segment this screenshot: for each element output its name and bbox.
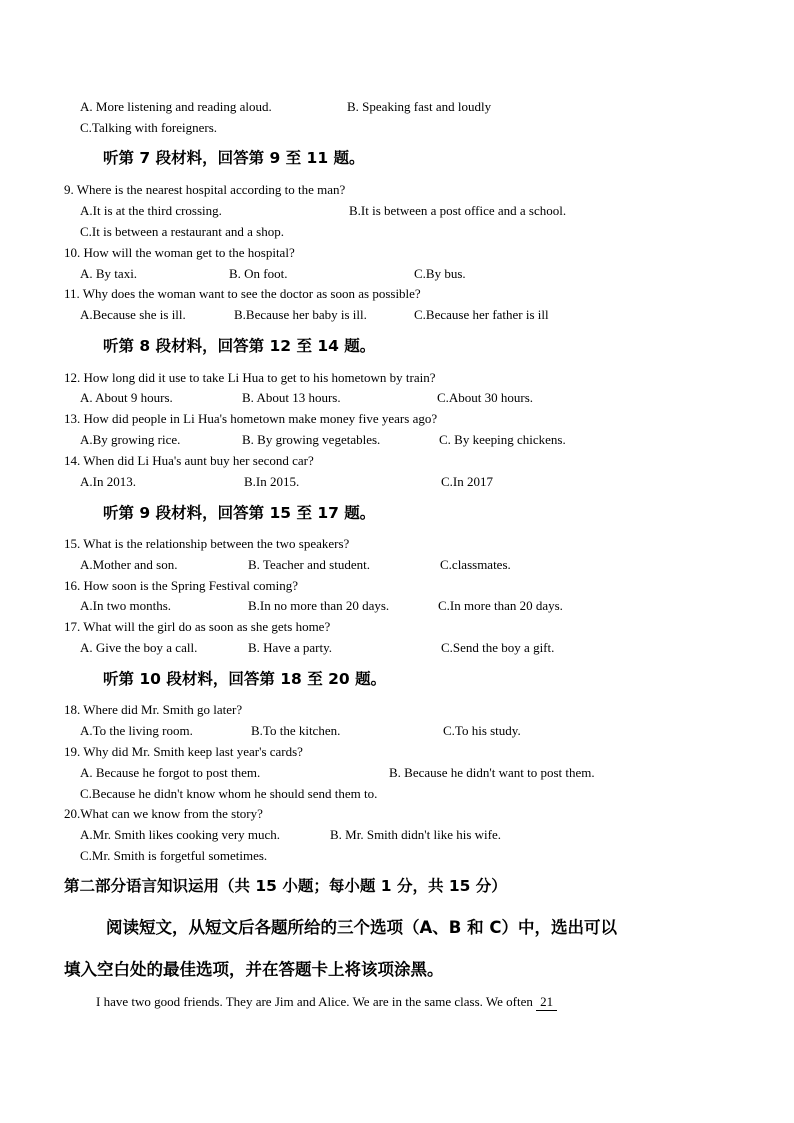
q10-option-c: C.By bus. (414, 266, 466, 281)
q16-option-b: B.In no more than 20 days. (248, 598, 390, 613)
q19-option-c: C.Because he didn't know whom he should send them to. (80, 786, 378, 801)
q11-option-c: C.Because her father is ill (414, 307, 549, 322)
q14-option-c: C.In 2017 (441, 474, 493, 489)
q9-option-a: A.It is at the third crossing. (80, 203, 222, 218)
q13-option-c: C. By keeping chickens. (439, 432, 566, 447)
q12-option-c: C.About 30 hours. (437, 390, 534, 405)
q19-option-a: A. Because he forgot to post them. (80, 765, 261, 780)
q8-option-a: A. More listening and reading aloud. (80, 99, 272, 114)
q16-question: 16. How soon is the Spring Festival coming? (64, 578, 298, 593)
q12-option-a: A. About 9 hours. (80, 390, 173, 405)
q18-option-b: B.To the kitchen. (251, 723, 341, 738)
q19-question: 19. Why did Mr. Smith keep last year's cards? (64, 744, 303, 759)
passage-line-1 (96, 994, 557, 1011)
q14-option-a: A.In 2013. (80, 474, 136, 489)
section-10-heading: 听第 10 段材料，回答第 18 至 20 题。 (103, 670, 387, 688)
q16-option-a: A.In two months. (80, 598, 171, 613)
q15-option-a: A.Mother and son. (80, 557, 178, 572)
passage-text: I have two good friends. They are Jim and Alice. We are in the same class. We often (96, 994, 533, 1009)
section-9-heading: 听第 9 段材料，回答第 15 至 17 题。 (103, 504, 376, 522)
part-2-title: 第二部分语言知识运用（共 15 小题；每小题 1 分，共 15 分） (64, 877, 507, 895)
q16-option-c: C.In more than 20 days. (438, 598, 563, 613)
q14-option-b: B.In 2015. (244, 474, 300, 489)
q9-option-b: B.It is between a post office and a school. (349, 203, 567, 218)
q20-option-c: C.Mr. Smith is forgetful sometimes. (80, 848, 268, 863)
q15-option-c: C.classmates. (440, 557, 511, 572)
q18-option-a: A.To the living room. (80, 723, 193, 738)
q8-option-b: B. Speaking fast and loudly (347, 99, 492, 114)
q17-question: 17. What will the girl do as soon as she gets home? (64, 619, 331, 634)
q20-question: 20.What can we know from the story? (64, 806, 263, 821)
q11-option-b: B.Because her baby is ill. (234, 307, 367, 322)
q8-option-c: C.Talking with foreigners. (80, 120, 218, 135)
q9-question: 9. Where is the nearest hospital according to the man? (64, 182, 346, 197)
q20-option-a: A.Mr. Smith likes cooking very much. (80, 827, 281, 842)
q11-question: 11. Why does the woman want to see the doctor as soon as possible? (64, 286, 421, 301)
q17-option-b: B. Have a party. (248, 640, 332, 655)
q13-option-b: B. By growing vegetables. (242, 432, 381, 447)
q10-option-b: B. On foot. (229, 266, 288, 281)
q10-question: 10. How will the woman get to the hospital? (64, 245, 295, 260)
blank-21[interactable]: 21 (536, 994, 557, 1011)
q15-question: 15. What is the relationship between the two speakers? (64, 536, 350, 551)
q11-option-a: A.Because she is ill. (80, 307, 186, 322)
instruction-line-2: 填入空白处的最佳选项，并在答题卡上将该项涂黑。 (64, 960, 444, 979)
q20-option-b: B. Mr. Smith didn't like his wife. (330, 827, 501, 842)
q12-option-b: B. About 13 hours. (242, 390, 341, 405)
q12-question: 12. How long did it use to take Li Hua to get to his hometown by train? (64, 370, 436, 385)
section-7-heading: 听第 7 段材料，回答第 9 至 11 题。 (103, 149, 365, 167)
q17-option-a: A. Give the boy a call. (80, 640, 198, 655)
q18-question: 18. Where did Mr. Smith go later? (64, 702, 243, 717)
q10-option-a: A. By taxi. (80, 266, 138, 281)
q14-question: 14. When did Li Hua's aunt buy her second car? (64, 453, 314, 468)
section-8-heading: 听第 8 段材料，回答第 12 至 14 题。 (103, 337, 376, 355)
q18-option-c: C.To his study. (443, 723, 521, 738)
q13-question: 13. How did people in Li Hua's hometown make money five years ago? (64, 411, 438, 426)
q9-option-c: C.It is between a restaurant and a shop. (80, 224, 284, 239)
q15-option-b: B. Teacher and student. (248, 557, 370, 572)
q13-option-a: A.By growing rice. (80, 432, 181, 447)
instruction-line-1: 阅读短文，从短文后各题所给的三个选项（A、B 和 C）中，选出可以 (106, 918, 617, 937)
q17-option-c: C.Send the boy a gift. (441, 640, 555, 655)
q19-option-b: B. Because he didn't want to post them. (389, 765, 595, 780)
